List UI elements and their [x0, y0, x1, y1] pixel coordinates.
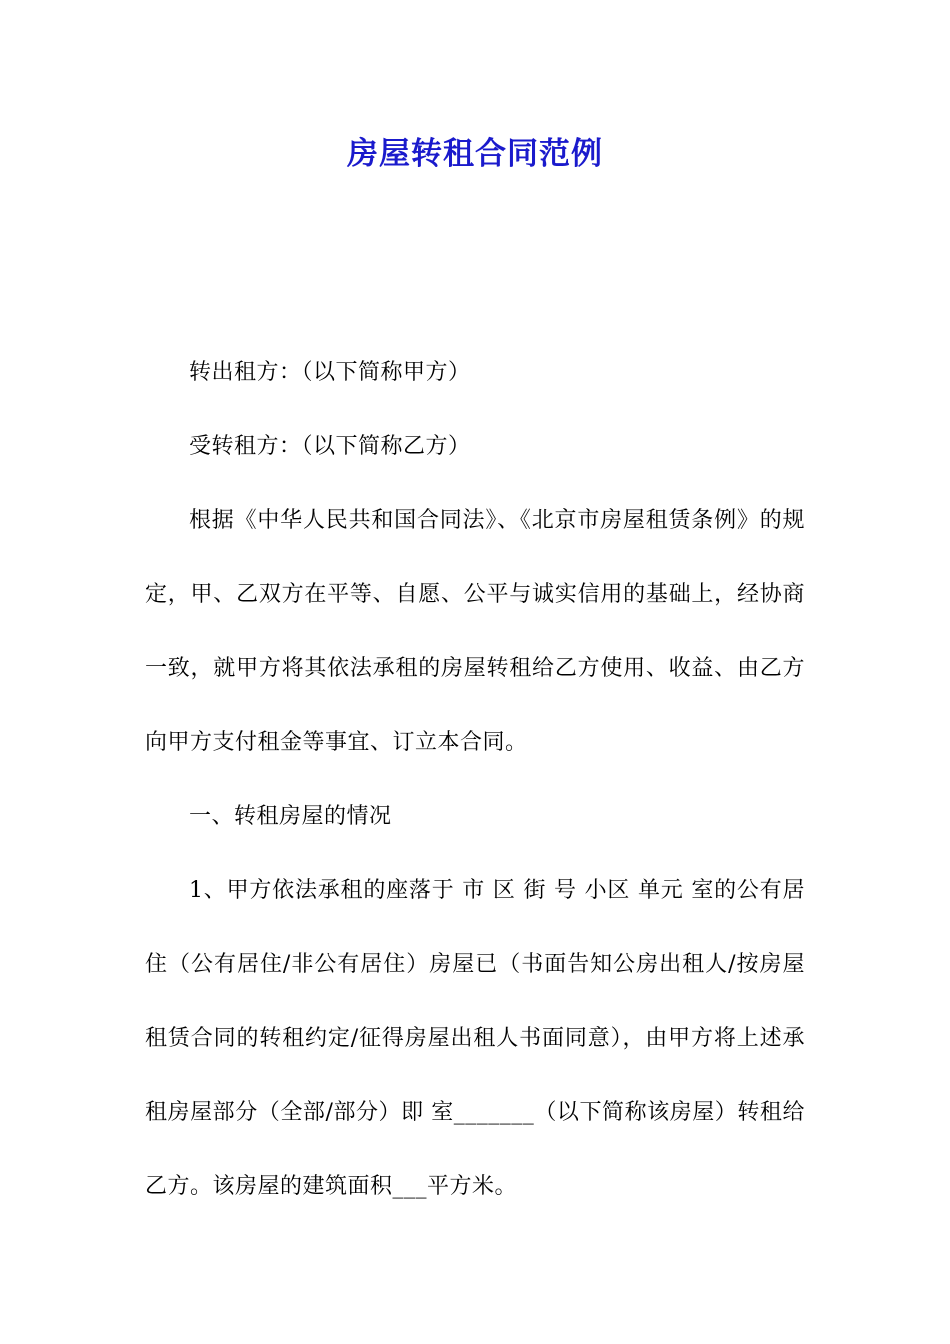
section-heading: 一、转租房屋的情况: [189, 804, 392, 829]
party-b-line: 受转租方：（以下简称乙方）: [189, 434, 471, 459]
document-title: 房屋转租合同范例: [347, 136, 603, 172]
preamble-paragraph: 根据《中华人民共和国合同法》、《北京市房屋租赁条例》的规定，甲、乙双方在平等、自愿、公平与诚实信用的基础上，经协商一致，就甲方将其依法承租的房屋转租给乙方使用、收益、由乙方向甲方支付租金等事宜、订立本合同。: [145, 508, 805, 755]
document-body: [145, 336, 805, 1224]
clause-1-paragraph: 1、甲方依法承租的座落于 市 区 街 号 小区 单元 室的公有居住（公有居住/非公有居住）房屋已（书面告知公房出租人/按房屋租赁合同的转租约定/征得房屋出租人书面同意），由甲方将上述承租房屋部分（全部/部分）即 室_______（以下简称该房屋）转租给乙方。该房屋的建筑面积___平方米。: [145, 878, 805, 1199]
party-a-line: 转出租方：（以下简称甲方）: [189, 360, 471, 385]
